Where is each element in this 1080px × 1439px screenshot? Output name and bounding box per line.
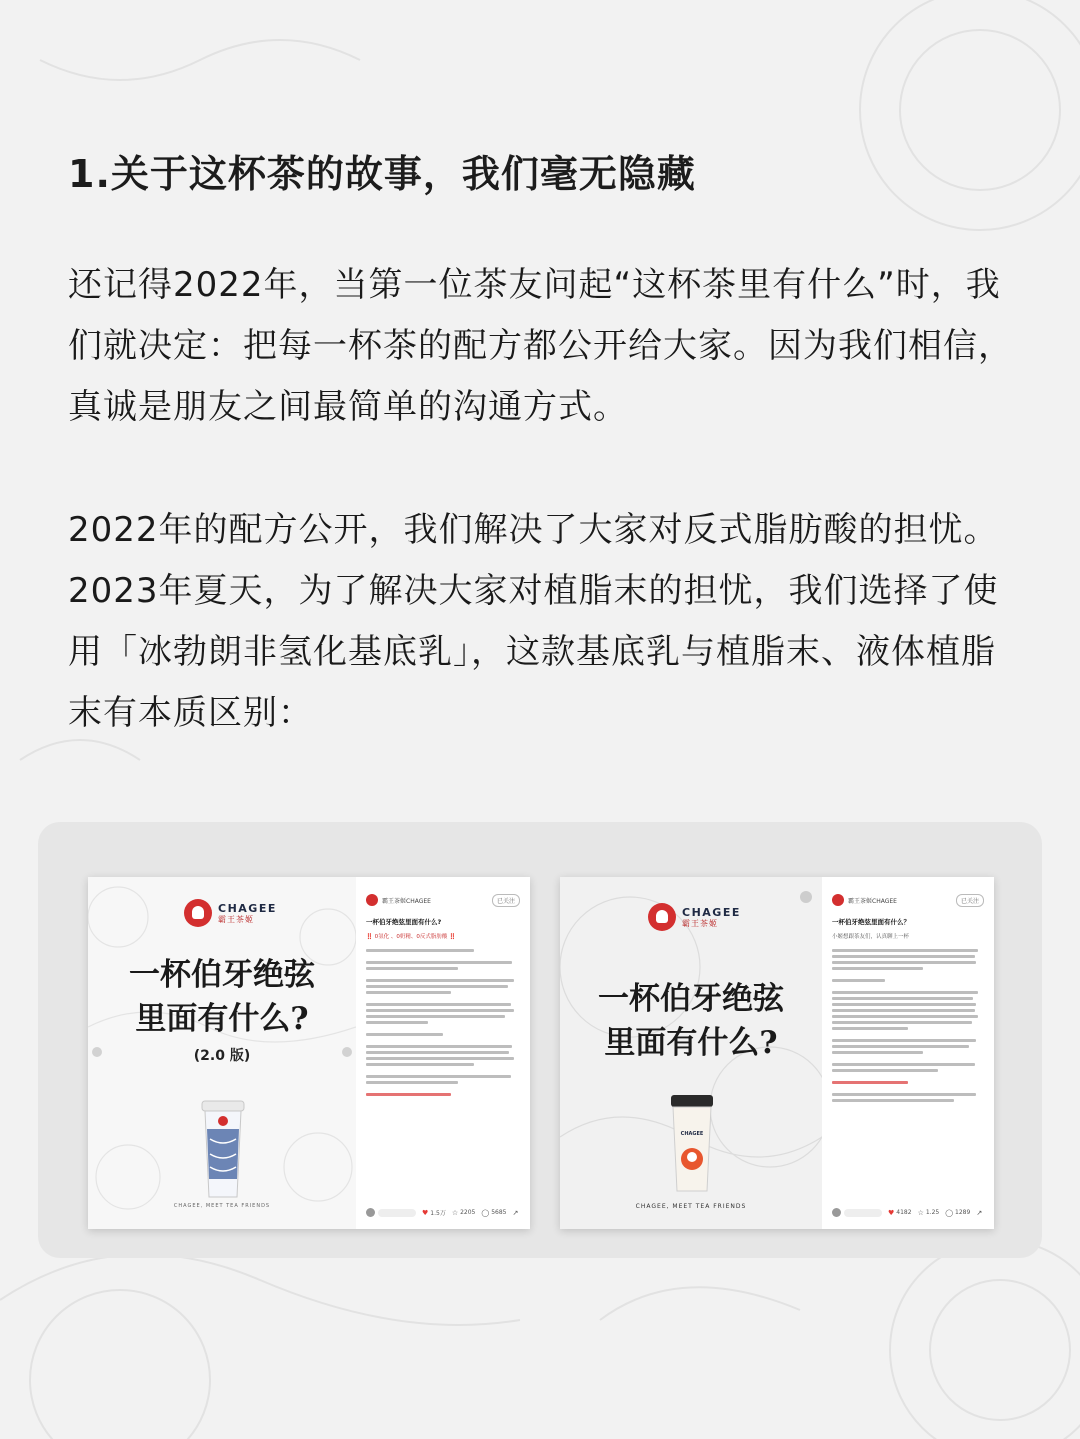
follow-button[interactable]: 已关注 bbox=[492, 894, 520, 907]
next-image-icon[interactable] bbox=[342, 1047, 352, 1057]
logo-mark-icon bbox=[184, 899, 212, 927]
share-icon[interactable]: ↗ bbox=[976, 1208, 983, 1217]
svg-text:CHAGEE: CHAGEE bbox=[680, 1131, 704, 1137]
tea-cup-icon bbox=[668, 1093, 716, 1193]
star-icon[interactable]: ☆ bbox=[917, 1208, 924, 1217]
post-screenshot-v2 bbox=[88, 877, 530, 1229]
like-icon[interactable]: ♥ bbox=[422, 1208, 429, 1217]
like-count: 1.5万 bbox=[430, 1210, 446, 1217]
post-content bbox=[356, 877, 530, 1229]
post-title: 一杯伯牙绝弦里面有什么？ bbox=[832, 918, 910, 926]
prev-image-icon[interactable] bbox=[92, 1047, 102, 1057]
post-title: 一杯伯牙绝弦里面有什么? bbox=[366, 918, 442, 926]
logo-cn: 霸王茶姬 bbox=[682, 918, 718, 928]
tea-cup-icon bbox=[200, 1099, 246, 1199]
logo-en: CHAGEE bbox=[218, 901, 277, 915]
poster-version: (2.0 版) bbox=[193, 1048, 251, 1064]
author-name[interactable]: 霸王茶姬CHAGEE bbox=[382, 897, 431, 905]
author-avatar[interactable] bbox=[366, 894, 378, 906]
like-icon[interactable]: ♥ bbox=[888, 1208, 895, 1217]
post-subtitle: 小姬想跟茶友们，认真聊上一杯 bbox=[832, 934, 910, 940]
star-count: 2205 bbox=[460, 1209, 476, 1216]
next-image-icon[interactable] bbox=[800, 891, 812, 903]
user-avatar bbox=[366, 1208, 375, 1217]
poster-image bbox=[88, 877, 356, 1229]
logo-en: CHAGEE bbox=[682, 905, 741, 919]
post-footer bbox=[832, 1208, 986, 1217]
comment-count: 1289 bbox=[955, 1209, 971, 1216]
star-count: 1.25 bbox=[925, 1209, 940, 1216]
paragraph-story: 还记得2022年，当第一位茶友问起“这杯茶里有什么”时，我们就决定：把每一杯茶的配方都公开给大家。因为我们相信，真诚是朋友之间最简单的沟通方式。 bbox=[68, 265, 1013, 427]
poster-slogan: CHAGEE, MEET TEA FRIENDS bbox=[173, 1203, 271, 1209]
post-content bbox=[822, 877, 994, 1229]
author-avatar[interactable] bbox=[832, 894, 844, 906]
logo-mark-icon bbox=[648, 903, 676, 931]
post-footer bbox=[366, 1208, 522, 1217]
comment-icon[interactable]: ◯ bbox=[945, 1208, 954, 1217]
share-icon[interactable]: ↗ bbox=[512, 1208, 519, 1217]
author-name[interactable]: 霸王茶姬CHAGEE bbox=[848, 897, 897, 905]
post-body-text bbox=[832, 949, 984, 1102]
post-screenshot-v1 bbox=[560, 877, 994, 1229]
follow-button[interactable]: 已关注 bbox=[956, 894, 984, 907]
poster-title-line2: 里面有什么? bbox=[604, 1025, 778, 1061]
poster-title-line1: 一杯伯牙绝弦 bbox=[598, 981, 784, 1017]
user-avatar bbox=[832, 1208, 841, 1217]
post-subtitle: ‼️ 0氢化 、0奶精、0反式脂肪酸 ‼️ bbox=[366, 934, 456, 940]
poster-title-line1: 一杯伯牙绝弦 bbox=[129, 957, 315, 993]
comment-input[interactable] bbox=[844, 1209, 882, 1217]
comment-input[interactable] bbox=[378, 1209, 416, 1217]
poster-title-line2: 里面有什么? bbox=[135, 1001, 309, 1037]
like-count: 4182 bbox=[896, 1209, 912, 1216]
comment-count: 5685 bbox=[491, 1209, 507, 1216]
poster-image bbox=[560, 877, 822, 1229]
poster-slogan: CHAGEE, MEET TEA FRIENDS bbox=[635, 1203, 747, 1210]
comment-icon[interactable]: ◯ bbox=[481, 1208, 490, 1217]
chagee-logo bbox=[184, 899, 277, 927]
post-body-text bbox=[366, 949, 520, 1096]
star-icon[interactable]: ☆ bbox=[451, 1208, 459, 1217]
chagee-logo bbox=[648, 903, 741, 931]
paragraph-recipe: 2022年的配方公开，我们解决了大家对反式脂肪酸的担忧。2023年夏天，为了解决大家对植脂末的担忧，我们选择了使用「冰勃朗非氢化基底乳」，这款基底乳与植脂末、液体植脂末有本质区别： bbox=[68, 510, 999, 733]
section-heading: 1.关于这杯茶的故事，我们毫无隐藏 bbox=[68, 152, 696, 196]
logo-cn: 霸王茶姬 bbox=[218, 914, 254, 924]
